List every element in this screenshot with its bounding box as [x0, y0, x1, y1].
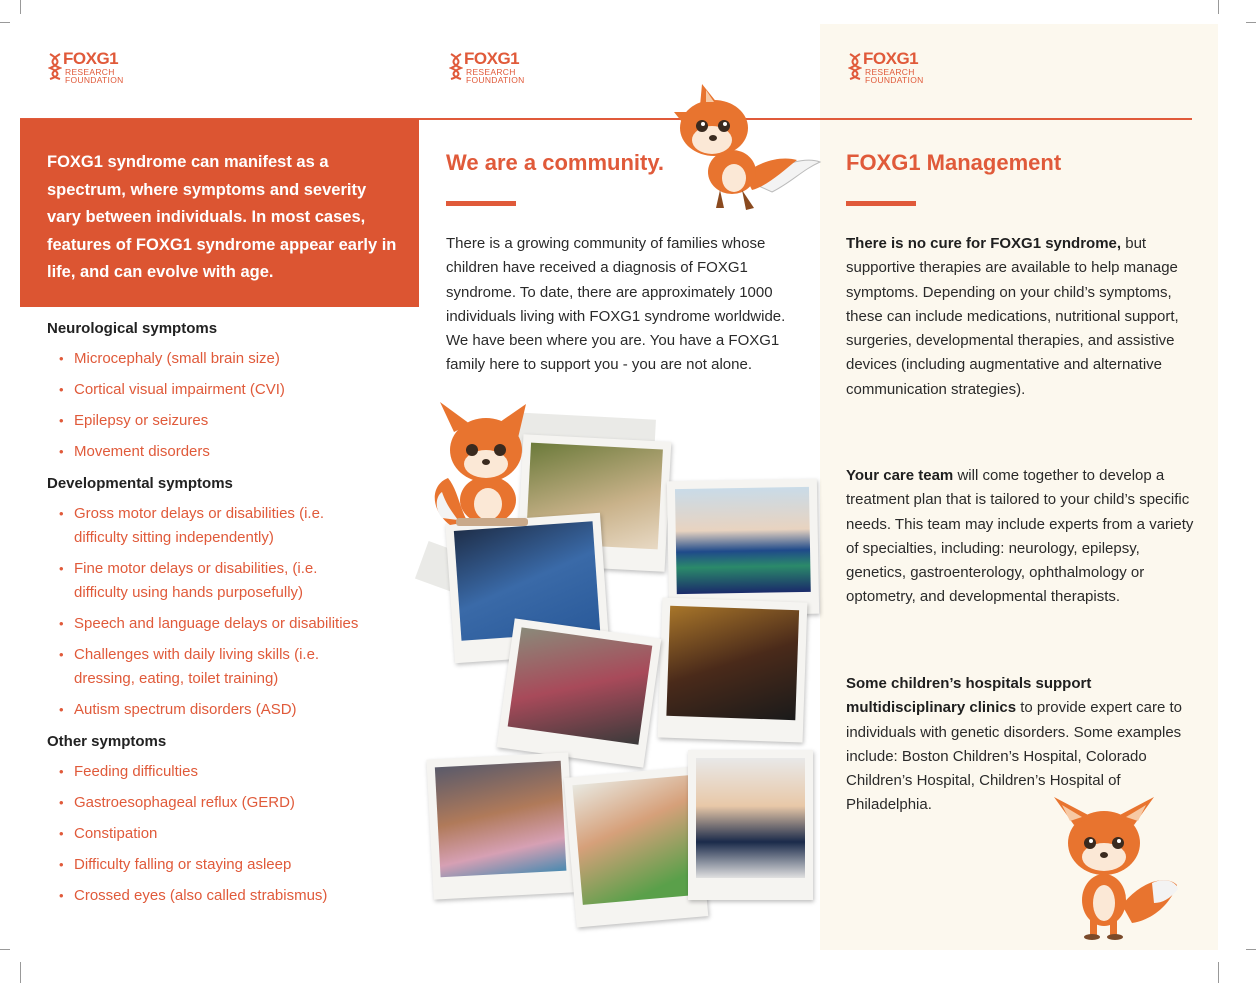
list-item: • Constipation [47, 822, 407, 846]
photo [564, 767, 709, 928]
foxg1-logo [48, 50, 138, 86]
management-title: FOXG1 Management [846, 150, 1062, 175]
logo-sub: RESEARCH FOUNDATION [865, 67, 924, 85]
logo-name: FOXG1 [464, 49, 520, 68]
list-item: • Speech and language delays or disabilities [47, 612, 407, 636]
management-paragraph-2: Your care team will come together to develop a treatment plan that is tailored to your child’s specific needs. This team may include experts from a variety of specialties, including: neurology, epilepsy, genetics, gastroenterology, ophthalmology or optometry, and developmental therapists. [846, 467, 1194, 606]
dev-title: Developmental symptoms [47, 475, 233, 492]
foxg1-logo [449, 50, 539, 86]
crop-mark [1218, 0, 1219, 14]
list-item: • Challenges with daily living skills (i.e. dressing, eating, toilet training) [47, 643, 364, 691]
other-list [47, 760, 407, 908]
logo-sub: RESEARCH FOUNDATION [466, 67, 525, 85]
crop-mark [1218, 962, 1219, 983]
list-item: • Difficulty falling or staying asleep [47, 853, 407, 877]
intro-box [20, 119, 419, 307]
community-underline [446, 201, 516, 206]
crop-mark [1246, 949, 1256, 950]
fox-mascot-icon [1052, 795, 1182, 940]
fox-mascot-icon [430, 400, 535, 530]
crop-mark [0, 949, 10, 950]
community-text: There is a growing community of families whose children have received a diagnosis of FOXG1 syndrome. To date, there are approximately 1000 individuals living with FOXG1 syndrome worldwide. We have been where you are. You have a FOXG1 family here to support you - you are not alone. [446, 235, 786, 374]
photo [688, 750, 813, 900]
foxg1-logo [848, 50, 938, 86]
dna-icon [848, 52, 862, 80]
crop-mark [20, 962, 21, 983]
photo-collage [420, 400, 820, 940]
dna-icon [449, 52, 463, 80]
management-underline [846, 201, 916, 206]
logo-sub: RESEARCH FOUNDATION [65, 67, 124, 85]
list-item: • Cortical visual impairment (CVI) [47, 378, 407, 402]
community-title: We are a community. [446, 150, 665, 175]
crop-mark [0, 22, 10, 23]
crop-mark [20, 0, 21, 14]
photo [658, 598, 808, 743]
list-item: • Microcephaly (small brain size) [47, 347, 407, 371]
list-item: • Autism spectrum disorders (ASD) [47, 698, 407, 722]
symptoms-list [47, 316, 407, 915]
list-item: • Feeding difficulties [47, 760, 407, 784]
fox-mascot-icon [672, 82, 822, 214]
list-item: • Fine motor delays or disabilities, (i.e. difficulty using hands purposefully) [47, 557, 364, 605]
dna-icon [48, 52, 62, 80]
photo [426, 752, 575, 899]
list-item: • Crossed eyes (also called strabismus) [47, 884, 407, 908]
list-item: • Gross motor delays or disabilities (i.e. difficulty sitting independently) [47, 502, 364, 550]
logo-name: FOXG1 [63, 49, 119, 68]
management-paragraph-1: There is no cure for FOXG1 syndrome, but supportive therapies are available to help manage symptoms. Depending on your child’s symptoms, these can include medications, nutritional support, surgeries, developmental therapies, and assistive devices (including augmentative and alternative communication strategies). [846, 235, 1179, 398]
crop-mark [1246, 22, 1256, 23]
photo [667, 479, 819, 617]
neuro-title: Neurological symptoms [47, 320, 218, 337]
list-item: • Movement disorders [47, 440, 407, 464]
photo [497, 618, 662, 767]
logo-name: FOXG1 [863, 49, 919, 68]
other-title: Other symptoms [47, 733, 167, 750]
intro-text: FOXG1 syndrome can manifest as a spectrum, where symptoms and severity vary between individuals. In most cases, features of FOXG1 syndrome appear early in life, and can evolve with age. [47, 153, 397, 281]
list-item: • Epilepsy or seizures [47, 409, 407, 433]
dev-list [47, 502, 407, 722]
list-item: • Gastroesophageal reflux (GERD) [47, 791, 407, 815]
neuro-list [47, 347, 407, 464]
management-paragraph-3: Some children’s hospitals support multidisciplinary clinics to provide expert care to individuals with genetic disorders. Some examples include: Boston Children’s Hospital, Colorado Children’s Hospital, Children’s Hospital of Philadelphia. [846, 675, 1182, 814]
